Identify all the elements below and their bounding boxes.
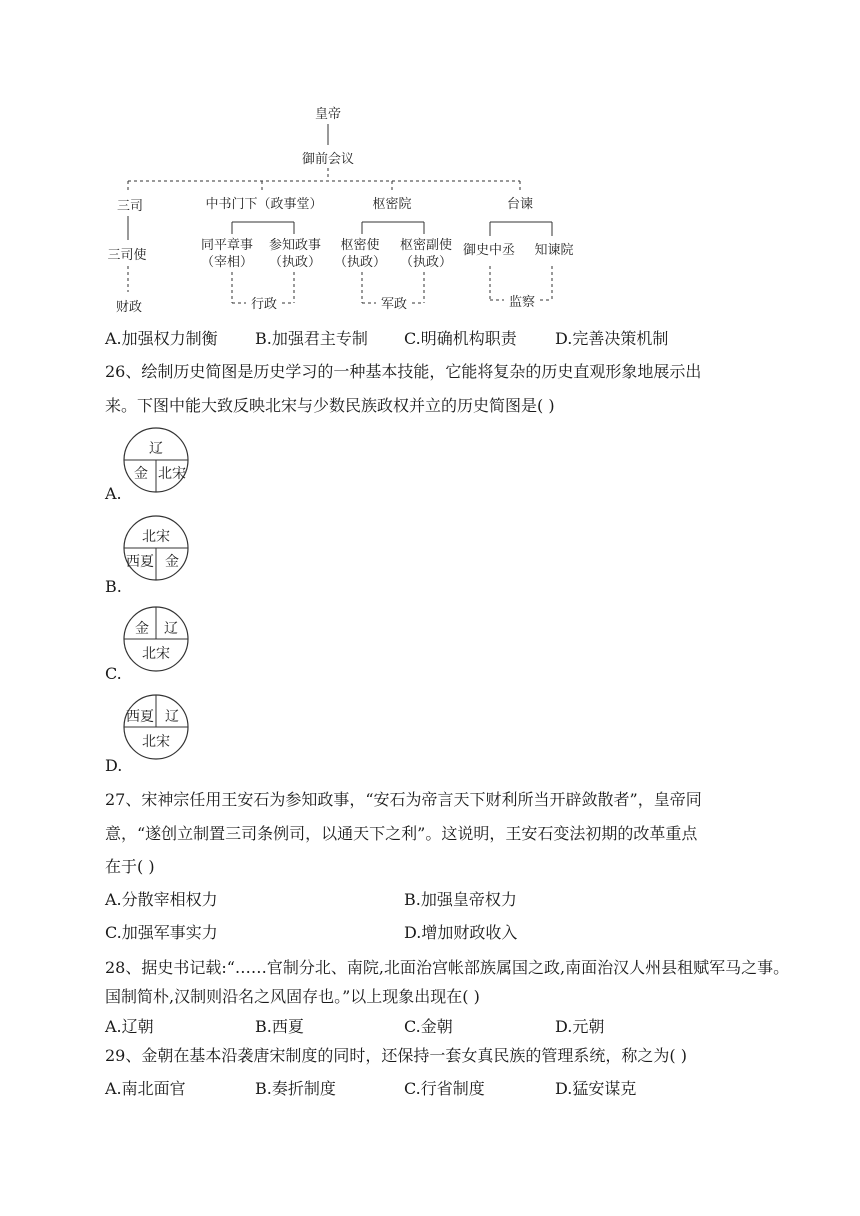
node-jiancha: 监察 [508, 295, 536, 310]
q26-circle-b [118, 514, 198, 584]
q26-option-c-label: C. [105, 664, 122, 683]
node-junzheng: 军政 [380, 297, 408, 312]
q26-a-left: 金 [134, 466, 148, 482]
q28-line2: 国制简朴,汉制则沿名之风固存也。”以上现象出现在( ) [105, 987, 480, 1006]
node-yushi: 御史中丞 [462, 243, 516, 258]
node-sansi-shi: 三司使 [107, 248, 147, 263]
node-taijian: 台谏 [506, 197, 534, 212]
node-tongping: 同平章事 [200, 238, 254, 253]
node-caizheng: 财政 [115, 300, 143, 315]
node-sansi: 三司 [116, 199, 144, 214]
node-zhongshu: 中书门下（政事堂） [205, 197, 323, 212]
q26-option-a-label: A. [105, 484, 122, 503]
q28-option-b: B.西夏 [255, 1017, 304, 1036]
q26-stem-line1: 26、绘制历史简图是历史学习的一种基本技能，它能将复杂的历史直观形象地展示出 [105, 362, 702, 381]
q27-line1: 27、宋神宗任用王安石为参知政事，“安石为帝言天下财利所当开辟敛散者”，皇帝同 [105, 790, 702, 809]
song-government-diagram [0, 95, 860, 320]
node-canzhi: 参知政事 [268, 238, 322, 253]
q29-option-d: D.猛安谋克 [555, 1079, 637, 1098]
q26-b-top: 北宋 [142, 529, 170, 545]
q25-option-c: C.明确机构职责 [404, 329, 517, 348]
q27-option-b: B.加强皇帝权力 [404, 890, 517, 909]
q26-option-b-label: B. [105, 577, 122, 596]
q26-stem-line2: 来。下图中能大致反映北宋与少数民族政权并立的历史简图是( ) [105, 396, 555, 415]
q29-line1: 29、金朝在基本沿袭唐宋制度的同时，还保持一套女真民族的管理系统，称之为( ) [105, 1046, 687, 1065]
node-zhijian: 知谏院 [534, 243, 574, 258]
q25-option-d: D.完善决策机制 [555, 329, 669, 348]
q27-option-d: D.增加财政收入 [404, 923, 518, 942]
q27-line3: 在于( ) [105, 857, 155, 876]
q27-line2: 意，“遂创立制置三司条例司，以通天下之利”。这说明，王安石变法初期的改革重点 [105, 824, 698, 843]
node-zhizheng-2: （执政） [333, 255, 387, 270]
q29-option-b: B.奏折制度 [255, 1079, 336, 1098]
q26-a-top: 辽 [149, 441, 163, 457]
node-zhizheng-3: （执政） [399, 255, 453, 270]
q28-option-d: D.元朝 [555, 1017, 605, 1036]
node-council: 御前会议 [301, 152, 355, 167]
q26-circle-a [118, 426, 198, 496]
q27-option-a: A.分散宰相权力 [105, 890, 218, 909]
q27-option-c: C.加强军事实力 [105, 923, 218, 942]
q29-option-c: C.行省制度 [404, 1079, 485, 1098]
node-xingzheng: 行政 [250, 297, 278, 312]
q28-line1: 28、据史书记载:“……官制分北、南院,北面治宫帐部族属国之政,南面治汉人州县租赋军马之事。 [105, 958, 790, 977]
q26-c-bottom: 北宋 [142, 646, 170, 662]
q26-circle-d [118, 693, 198, 763]
node-zhizheng-1: （执政） [268, 255, 322, 270]
node-shumishi: 枢密使 [340, 238, 380, 253]
node-shumi: 枢密院 [372, 197, 412, 212]
q26-d-bottom: 北宋 [142, 734, 170, 750]
q25-option-b: B.加强君主专制 [255, 329, 368, 348]
q26-b-right: 金 [165, 554, 179, 570]
q26-d-top-left: 西夏 [126, 709, 154, 725]
q26-c-top-left: 金 [135, 621, 149, 637]
q29-option-a: A.南北面官 [105, 1079, 186, 1098]
q25-option-a: A.加强权力制衡 [105, 329, 218, 348]
q28-option-c: C.金朝 [404, 1017, 453, 1036]
q26-c-top-right: 辽 [164, 621, 178, 637]
q26-b-left: 西夏 [126, 554, 154, 570]
node-zaixiang: （宰相） [200, 255, 254, 270]
node-emperor: 皇帝 [314, 107, 342, 122]
q26-circle-c [118, 605, 198, 675]
q26-a-right: 北宋 [158, 466, 186, 482]
node-shumifushi: 枢密副使 [399, 238, 453, 253]
q26-option-d-label: D. [105, 756, 123, 775]
q28-option-a: A.辽朝 [105, 1017, 154, 1036]
q26-d-top-right: 辽 [165, 709, 179, 725]
